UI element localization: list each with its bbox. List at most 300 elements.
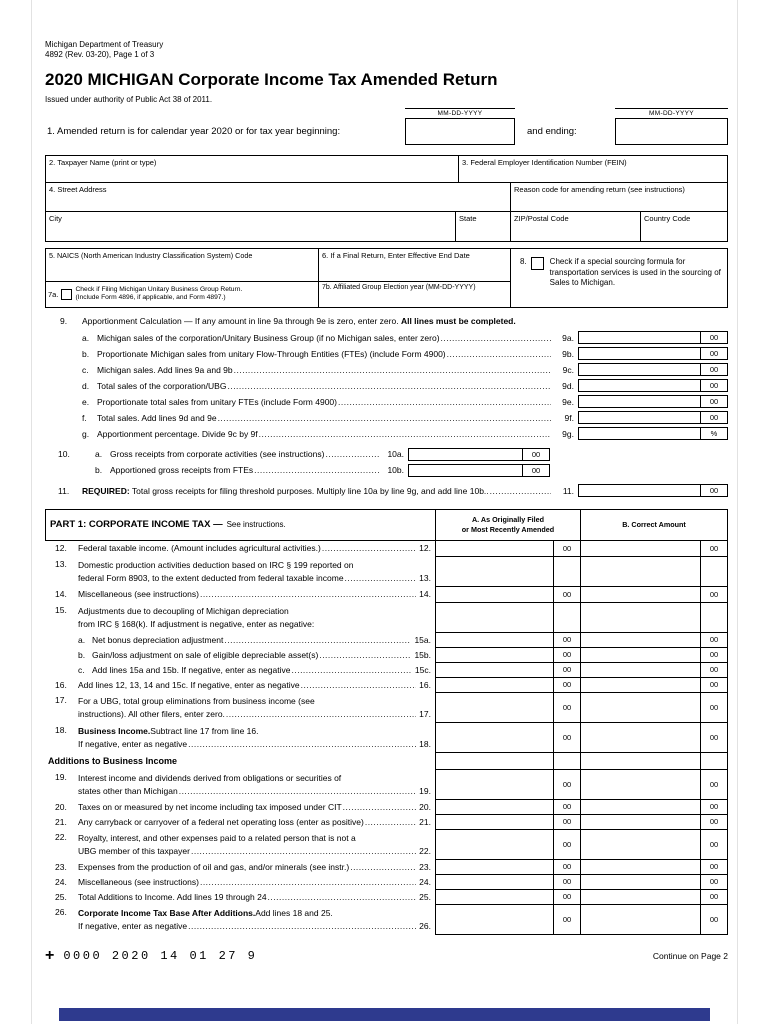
row-label: Michigan sales of the corporation/Unitary Business Group (if no Michigan sales, enter zero) (97, 332, 440, 343)
zip-field[interactable] (511, 212, 641, 241)
dot-leader (179, 785, 416, 798)
row-ref: 9e. (562, 396, 574, 407)
line-15a-col-a-field[interactable] (435, 633, 580, 648)
line-25-col-a-field[interactable] (435, 890, 580, 905)
label-text: Royalty, interest, and other expenses paid to a related person that is not a (78, 832, 356, 843)
ubg-checkbox-label (75, 286, 242, 303)
row-text (78, 875, 435, 890)
row-text (92, 633, 435, 648)
row-text (78, 541, 435, 557)
row-label-area (45, 587, 435, 603)
date-format-hint-left: MM-DD-YYYY (405, 108, 515, 117)
amount-cells (435, 603, 728, 633)
line-18-col-b-field[interactable] (580, 723, 728, 753)
dot-leader (322, 542, 416, 555)
column-a-line1: A. As Originally Filed (471, 515, 545, 525)
amount-input-area[interactable] (409, 465, 522, 476)
line-19-col-a-field[interactable] (435, 770, 580, 800)
row-number: 12. (55, 542, 67, 553)
label-text: Adjustments due to decoupling of Michigan depreciation (78, 605, 289, 616)
amount-input-area[interactable] (579, 485, 700, 496)
apportionment-row (45, 395, 728, 409)
cents-label: 00 (553, 633, 580, 647)
row-label: Total sales of the corporation/UBG (97, 380, 227, 391)
amount-cells (435, 815, 728, 830)
cents-label: 00 (700, 332, 727, 343)
label-line (78, 695, 434, 708)
line-21-col-b-field[interactable] (580, 815, 728, 830)
row-ref: 12. (419, 543, 431, 554)
amount-cells (435, 663, 728, 678)
part1-row (45, 557, 728, 587)
row-number: 19. (55, 771, 67, 782)
row-ref: 10b. (387, 465, 404, 476)
row-label-area (45, 800, 435, 815)
apportionment-rows (45, 331, 728, 441)
row-ref: 25. (419, 891, 431, 902)
cents-label: 00 (700, 485, 727, 496)
cents-label: 00 (700, 770, 727, 799)
line-10b-amount-field[interactable] (408, 464, 550, 477)
special-sourcing-checkbox[interactable] (531, 257, 544, 270)
field-label: 4. Street Address (49, 184, 107, 194)
cents-label: 00 (700, 830, 727, 859)
affiliated-group-field[interactable] (319, 282, 510, 307)
row-label: Apportioned gross receipts from FTEs (110, 465, 254, 476)
cents-label: 00 (700, 348, 727, 359)
cents-label: 00 (553, 860, 580, 874)
row-label (82, 486, 489, 496)
row-text (92, 648, 435, 663)
amount-input-area[interactable] (579, 332, 700, 343)
country-code-field[interactable] (641, 212, 727, 241)
part1-row (45, 648, 728, 663)
naics-code-field[interactable] (46, 249, 318, 282)
taxpayer-name-field[interactable] (46, 156, 459, 182)
row-ref: 9g. (562, 428, 574, 439)
row-text (78, 557, 435, 587)
row-ref: 9c. (562, 364, 574, 375)
line-19-col-b-field[interactable] (580, 770, 728, 800)
line-15c-col-b-field[interactable] (580, 663, 728, 678)
part1-row (45, 770, 728, 800)
section-heading: Additions to Business Income (48, 756, 178, 767)
column-b-header (580, 510, 727, 540)
amount-input-area[interactable] (579, 364, 700, 375)
line-9g-amount-field[interactable] (578, 427, 728, 440)
row-label: Proportionate Michigan sales from unitary Flow-Through Entities (FTEs) (include Form 4900) (97, 348, 446, 359)
label-text: Any carryback or carryover of a federal net operating loss (enter as positive) (78, 816, 364, 827)
city-field[interactable] (46, 212, 456, 241)
footer-blue-bar (59, 1008, 710, 1021)
fein-field[interactable] (459, 156, 727, 182)
part1-row (45, 693, 728, 723)
row-label: Michigan sales. Add lines 9a and 9b (97, 364, 233, 375)
line-12-col-b-field[interactable] (580, 541, 728, 557)
line-25-col-b-field[interactable] (580, 890, 728, 905)
dot-leader (200, 588, 416, 601)
row-number: 21. (55, 816, 67, 827)
label-line (78, 801, 434, 814)
cents-label: 00 (553, 693, 580, 722)
row-ref: 15c. (414, 664, 431, 675)
cents-label: 00 (522, 465, 549, 476)
gross-receipts-row (45, 463, 550, 478)
amount-input-area[interactable] (579, 348, 700, 359)
row-ref: 19. (419, 785, 431, 796)
row-letter: a. (82, 332, 90, 343)
cents-label (553, 603, 580, 632)
line1-label: 1. Amended return is for calendar year 2020 or for tax year beginning: (47, 125, 341, 137)
row-label-area (45, 875, 435, 890)
field-label: State (459, 213, 477, 223)
label-line (78, 679, 434, 692)
taxpayer-info-grid (45, 155, 728, 242)
cents-label: 00 (700, 875, 727, 889)
label-line (78, 772, 434, 785)
cents-label: % (700, 428, 727, 439)
cents-label: 00 (553, 723, 580, 752)
apportionment-heading (45, 316, 728, 326)
label-text: Gain/loss adjustment on sale of eligible depreciable asset(s) (92, 649, 319, 660)
line-15-col-a-field (435, 603, 580, 633)
dot-leader (365, 816, 416, 829)
dot-leader (188, 920, 416, 933)
apportionment-row (45, 363, 728, 377)
agency-block (45, 40, 728, 61)
dot-leader (325, 449, 379, 459)
cents-label: 00 (553, 678, 580, 692)
row-text (78, 890, 435, 905)
cents-label: 00 (700, 723, 727, 752)
part1-row (45, 723, 728, 753)
line-21-col-a-field[interactable] (435, 815, 580, 830)
column-a-header (435, 510, 580, 540)
line-26-col-a-field[interactable] (435, 905, 580, 935)
date-format-hint-right: MM-DD-YYYY (615, 108, 728, 117)
amount-input-area[interactable] (579, 380, 700, 391)
row-label-area (45, 693, 435, 723)
ubg-checkbox-row (46, 282, 318, 307)
part1-row (45, 603, 728, 633)
row-letter: b. (82, 348, 90, 359)
scanline-code: 0000 2020 14 01 27 9 (63, 948, 258, 963)
line-15b-col-b-field[interactable] (580, 648, 728, 663)
page-title: 2020 MICHIGAN Corporate Income Tax Amended Return (45, 69, 498, 89)
part1-row (45, 830, 728, 860)
line-22-col-a-field[interactable] (435, 830, 580, 860)
continue-note: Continue on Page 2 (652, 950, 728, 961)
cents-label: 00 (553, 800, 580, 814)
cents-label: 00 (700, 412, 727, 423)
amount-cells (435, 557, 728, 587)
part1-row (45, 890, 728, 905)
row-ref: 15b. (414, 649, 431, 660)
cents-label (553, 557, 580, 586)
row-text (78, 830, 435, 860)
field-label: 3. Federal Employer Identification Number (FEIN) (462, 157, 627, 167)
line-16-col-a-field[interactable] (435, 678, 580, 693)
row-letter: c. (78, 664, 85, 675)
row-label: Total sales. Add lines 9d and 9e (97, 412, 217, 423)
line-16-col-b-field[interactable] (580, 678, 728, 693)
dot-leader (490, 486, 551, 496)
line-22-col-b-field[interactable] (580, 830, 728, 860)
amount-cells (435, 693, 728, 723)
row-text (78, 678, 435, 693)
dot-leader (191, 845, 416, 858)
row-text (78, 693, 435, 723)
state-field[interactable] (456, 212, 511, 241)
gross-receipts-section (45, 447, 728, 499)
amount-cells (435, 633, 728, 648)
label-line (78, 588, 434, 601)
row-ref: 9a. (562, 332, 574, 343)
cents-label: 00 (700, 364, 727, 375)
row-label-area (45, 603, 435, 633)
line-13-col-a-field[interactable] (435, 557, 580, 587)
cents-label: 00 (700, 380, 727, 391)
line-9e-amount-field[interactable] (578, 395, 728, 408)
gross-receipts-rows (45, 447, 728, 478)
dot-leader (226, 708, 416, 721)
label-text: Net bonus depreciation adjustment (92, 634, 224, 645)
row-letter: a. (95, 449, 103, 460)
label-text: For a UBG, total group eliminations from business income (see (78, 695, 315, 706)
line-10a-amount-field[interactable] (408, 448, 550, 461)
amount-cells (435, 890, 728, 905)
row-letter: f. (82, 412, 87, 423)
amount-cells (435, 905, 728, 935)
label-text: If negative, enter as negative (78, 920, 188, 931)
row-text (78, 905, 435, 935)
agency-name: Michigan Department of Treasury (45, 40, 164, 49)
label-text: Add lines 15a and 15b. If negative, enter as negative (92, 664, 291, 675)
row-number: 22. (55, 831, 67, 842)
bold-label: Business Income. (78, 725, 151, 736)
amount-cells (435, 830, 728, 860)
dot-leader (200, 876, 416, 889)
column-a-line2: or Most Recently Amended (461, 524, 555, 534)
row-label-area (45, 678, 435, 693)
line-15c-col-a-field[interactable] (435, 663, 580, 678)
label-line (92, 649, 434, 662)
label-line (92, 664, 434, 677)
apportionment-row (45, 331, 728, 345)
line-14-col-a-field[interactable] (435, 587, 580, 603)
row-label-area (45, 648, 435, 663)
ubg-checkbox[interactable] (61, 289, 72, 300)
label-line (92, 634, 434, 647)
cents-label: 00 (553, 770, 580, 799)
amount-input-area[interactable] (409, 449, 522, 460)
row-number: 14. (55, 588, 67, 599)
row-text (78, 770, 435, 800)
form-page (45, 40, 728, 964)
line-23-col-b-field[interactable] (580, 860, 728, 875)
amount-input-area[interactable] (579, 412, 700, 423)
cents-label: 00 (700, 905, 727, 934)
dot-leader (227, 381, 551, 391)
dot-leader (343, 801, 417, 814)
row-ref: 18. (419, 738, 431, 749)
cents-label: 00 (553, 815, 580, 829)
row-number: 23. (55, 861, 67, 872)
line-20-col-a-field[interactable] (435, 800, 580, 815)
grid-middle-column (319, 249, 511, 307)
part1-row (45, 587, 728, 603)
row-text (78, 603, 435, 633)
row-number: 7a. (48, 289, 59, 299)
row-ref: 24. (419, 876, 431, 887)
label-text: Expenses from the production of oil and gas, and/or minerals (see instr.) (78, 861, 350, 872)
row-label-area (45, 890, 435, 905)
row-letter: c. (82, 364, 89, 375)
form-revision: 4892 (Rev. 03-20), Page 1 of 3 (45, 50, 155, 60)
row-number (55, 633, 78, 648)
row-ref: 26. (419, 920, 431, 931)
line-9f-amount-field[interactable] (578, 411, 728, 424)
part1-row (45, 815, 728, 830)
dot-leader (188, 738, 416, 751)
amount-input-area[interactable] (579, 396, 700, 407)
line-11-amount-field[interactable] (578, 484, 728, 497)
grid-row (46, 183, 727, 212)
gross-receipts-row (45, 447, 550, 462)
row-number: 11. (58, 485, 70, 496)
amount-cells (435, 875, 728, 890)
field-label: 2. Taxpayer Name (print or type) (49, 157, 157, 167)
street-address-field[interactable] (46, 183, 511, 211)
part1-row (45, 800, 728, 815)
part1-row (45, 541, 728, 557)
row-letter: b. (78, 649, 86, 660)
label-line (78, 861, 434, 874)
row-label-area (45, 830, 435, 860)
cents-label: 00 (522, 449, 549, 460)
line-13-col-b-field[interactable] (580, 557, 728, 587)
heading-text (82, 316, 516, 326)
line-12-col-a-field[interactable] (435, 541, 580, 557)
line-9c-amount-field[interactable] (578, 363, 728, 376)
part1-row (45, 875, 728, 890)
cents-label: 00 (553, 830, 580, 859)
cents-label: 00 (553, 648, 580, 662)
label-text: Add lines 12, 13, 14 and 15c. If negative, enter as negative (78, 679, 300, 690)
row-number: 16. (55, 679, 67, 690)
row-ref: 21. (419, 816, 431, 827)
final-return-date-field[interactable] (319, 249, 510, 282)
line1-block (45, 95, 728, 155)
row-text (78, 800, 435, 815)
cents-label: 00 (553, 587, 580, 602)
cents-label (700, 753, 727, 769)
cents-label: 00 (553, 875, 580, 889)
label-line (78, 907, 434, 920)
part1-body (45, 541, 728, 935)
row-label-area (45, 753, 435, 770)
line-24-col-b-field[interactable] (580, 875, 728, 890)
label-text: If negative, enter as negative (78, 738, 188, 749)
plus-mark: + (45, 946, 55, 964)
row-ref: 9d. (562, 380, 574, 391)
tax-year-beginning-field[interactable] (405, 118, 515, 145)
label-line (78, 738, 434, 751)
part1-row (45, 633, 728, 648)
dot-leader (268, 891, 417, 904)
part1-row (45, 905, 728, 935)
reason-code-field[interactable] (511, 183, 727, 211)
grid-row (46, 212, 727, 241)
column-b-label: B. Correct Amount (622, 520, 686, 530)
row-number: 25. (55, 891, 67, 902)
label-line: Check if Filing Michigan Unitary Business Group Return. (75, 285, 243, 293)
amount-cells (435, 723, 728, 753)
amount-input-area[interactable] (579, 428, 700, 439)
cents-label: 00 (553, 541, 580, 556)
dot-leader (301, 679, 417, 692)
line-heading-col-b-field (580, 753, 728, 770)
apportionment-row (45, 427, 728, 441)
label-line: (Include Form 4896, if applicable, and Form 4897.) (75, 294, 226, 302)
row-number: 10. (58, 449, 70, 460)
line-15a-col-b-field[interactable] (580, 633, 728, 648)
apportionment-row (45, 411, 728, 425)
line-24-col-a-field[interactable] (435, 875, 580, 890)
cents-label: 00 (700, 678, 727, 692)
dot-leader (350, 861, 416, 874)
label-line (78, 605, 434, 618)
line-15b-col-a-field[interactable] (435, 648, 580, 663)
row-text (78, 587, 435, 603)
line-9d-amount-field[interactable] (578, 379, 728, 392)
cents-label: 00 (553, 890, 580, 904)
line-26-col-b-field[interactable] (580, 905, 728, 935)
row-number: 17. (55, 694, 67, 705)
page-edge-left (31, 0, 32, 1024)
line-18-col-a-field[interactable] (435, 723, 580, 753)
label-text: Subtract line 17 from line 16. (150, 725, 259, 736)
line-17-col-a-field[interactable] (435, 693, 580, 723)
line-23-col-a-field[interactable] (435, 860, 580, 875)
line-17-col-b-field[interactable] (580, 693, 728, 723)
row-label: Apportionment percentage. Divide 9c by 9f (97, 428, 258, 439)
line-9a-amount-field[interactable] (578, 331, 728, 344)
label-text: Taxes on or measured by net income including tax imposed under CIT (78, 801, 342, 812)
row-ref: 9b. (562, 348, 574, 359)
label-line (78, 876, 434, 889)
cents-label (553, 753, 580, 769)
label-text: UBG member of this taxpayer (78, 845, 190, 856)
line-9b-amount-field[interactable] (578, 347, 728, 360)
line-20-col-b-field[interactable] (580, 800, 728, 815)
row-label-area (45, 905, 435, 935)
dot-leader (441, 333, 551, 343)
tax-year-ending-field[interactable] (615, 118, 728, 145)
line-14-col-b-field[interactable] (580, 587, 728, 603)
field-label: Reason code for amending return (see instructions) (514, 184, 685, 194)
row-label-area (45, 541, 435, 557)
label-line (78, 618, 434, 631)
row-label-area (45, 770, 435, 800)
part1-row (45, 663, 728, 678)
label-text: Total Additions to Income. Add lines 19 through 24 (78, 891, 267, 902)
field-label: 7b. Affiliated Group Election year (MM-DD-YYYY) (322, 283, 476, 291)
part1-title (46, 510, 435, 540)
label-text: Domestic production activities deduction based on IRC § 199 reported on (78, 559, 354, 570)
label-line (78, 542, 434, 555)
row-letter: b. (95, 465, 103, 476)
